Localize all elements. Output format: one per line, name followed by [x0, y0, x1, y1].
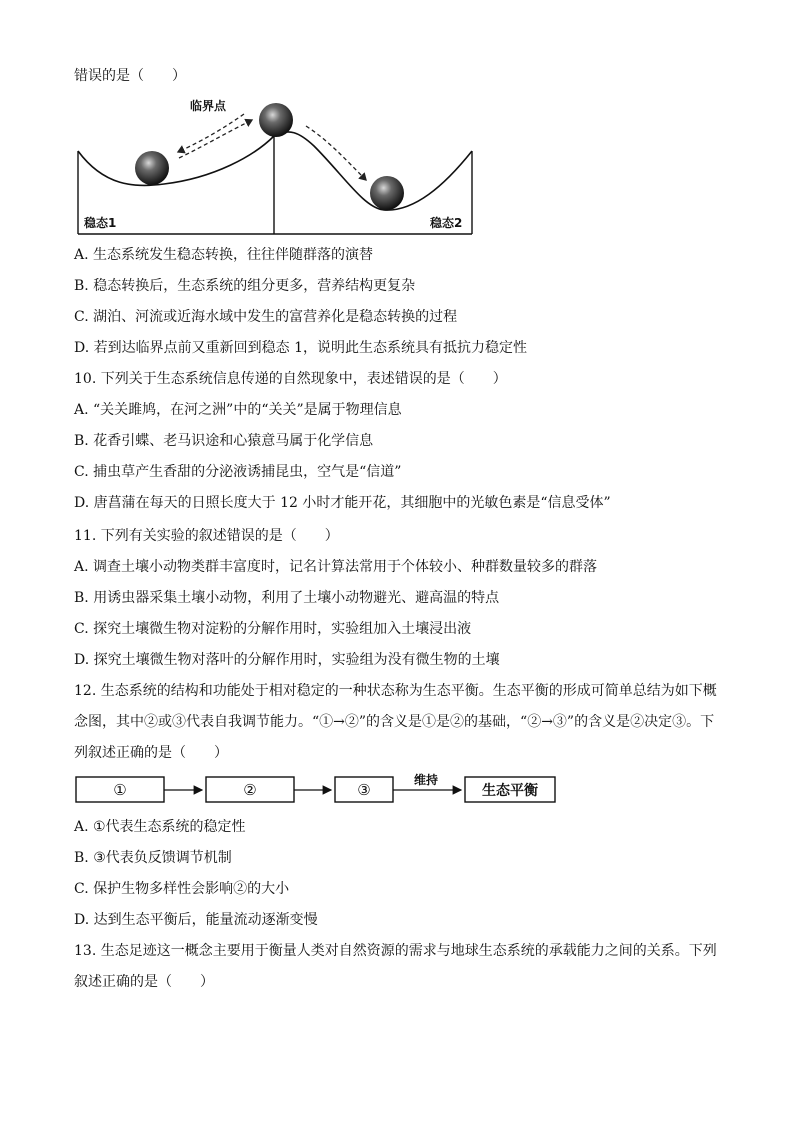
q12-option-b: B. ③代表负反馈调节机制 — [74, 850, 232, 866]
q11-stem: 11. 下列有关实验的叙述错误的是（ ） — [74, 528, 339, 544]
stability-landscape-figure — [74, 96, 476, 236]
concept-box-2-label: ② — [243, 781, 257, 799]
concept-arrow-label: 维持 — [413, 773, 439, 787]
q10-option-a: A. “关关雎鸠，在河之洲”中的“关关”是属于物理信息 — [74, 402, 402, 418]
q9-option-d: D. 若到达临界点前又重新回到稳态 1，说明此生态系统具有抵抗力稳定性 — [74, 340, 527, 356]
q12-stem: 12. 生态系统的结构和功能处于相对稳定的一种状态称为生态平衡。生态平衡的形成可简单总结为如下概念图，其中②或③代表自我调节能力。“①→②”的含义是①是②的基础，“②→③”的含义是②决定③。下列叙述正确的是（ ） — [74, 683, 717, 761]
q11-option-b: B. 用诱虫器采集土壤小动物，利用了土壤小动物避光、避高温的特点 — [74, 590, 500, 606]
q9-option-b: B. 稳态转换后，生态系统的组分更多，营养结构更复杂 — [74, 278, 416, 294]
q12-option-a: A. ①代表生态系统的稳定性 — [74, 819, 246, 835]
q10-option-b: B. 花香引蝶、老马识途和心猿意马属于化学信息 — [74, 433, 374, 449]
concept-box-1-label: ① — [113, 781, 127, 799]
arrow-to-critical — [179, 120, 252, 158]
arrow-to-state2 — [306, 126, 366, 180]
critical-point-label: 临界点 — [190, 99, 227, 113]
concept-box-3-label: ③ — [357, 781, 371, 799]
arrow-back-to-state1 — [178, 114, 244, 152]
ball-critical — [259, 103, 293, 137]
q9-stem-tail: 错误的是（ ） — [74, 68, 186, 84]
state1-label: 稳态1 — [84, 216, 117, 230]
q9-option-a: A. 生态系统发生稳态转换，往往伴随群落的演替 — [74, 247, 374, 263]
q13-stem: 13. 生态足迹这一概念主要用于衡量人类对自然资源的需求与地球生态系统的承载能力之间的关系。下列叙述正确的是（ ） — [74, 943, 717, 990]
q10-option-c: C. 捕虫草产生香甜的分泌液诱捕昆虫，空气是“信道” — [74, 464, 402, 480]
q10-stem: 10. 下列关于生态系统信息传递的自然现象中，表述错误的是（ ） — [74, 371, 507, 387]
concept-box-4-label: 生态平衡 — [482, 783, 538, 799]
q11-option-a: A. 调查土壤小动物类群丰富度时，记名计算法常用于个体较小、种群数量较多的群落 — [74, 559, 598, 575]
q12-option-c: C. 保护生物多样性会影响②的大小 — [74, 881, 290, 897]
state2-label: 稳态2 — [430, 216, 463, 230]
ball-state1 — [135, 151, 169, 185]
ball-state2 — [370, 176, 404, 210]
q12-option-d: D. 达到生态平衡后，能量流动逐渐变慢 — [74, 912, 318, 928]
q10-option-d: D. 唐菖蒲在每天的日照长度大于 12 小时才能开花，其细胞中的光敏色素是“信息受体” — [74, 495, 611, 511]
concept-diagram — [74, 770, 560, 810]
q9-option-c: C. 湖泊、河流或近海水域中发生的富营养化是稳态转换的过程 — [74, 309, 458, 325]
q11-option-d: D. 探究土壤微生物对落叶的分解作用时，实验组为没有微生物的土壤 — [74, 652, 500, 668]
q11-option-c: C. 探究土壤微生物对淀粉的分解作用时，实验组加入土壤浸出液 — [74, 621, 472, 637]
